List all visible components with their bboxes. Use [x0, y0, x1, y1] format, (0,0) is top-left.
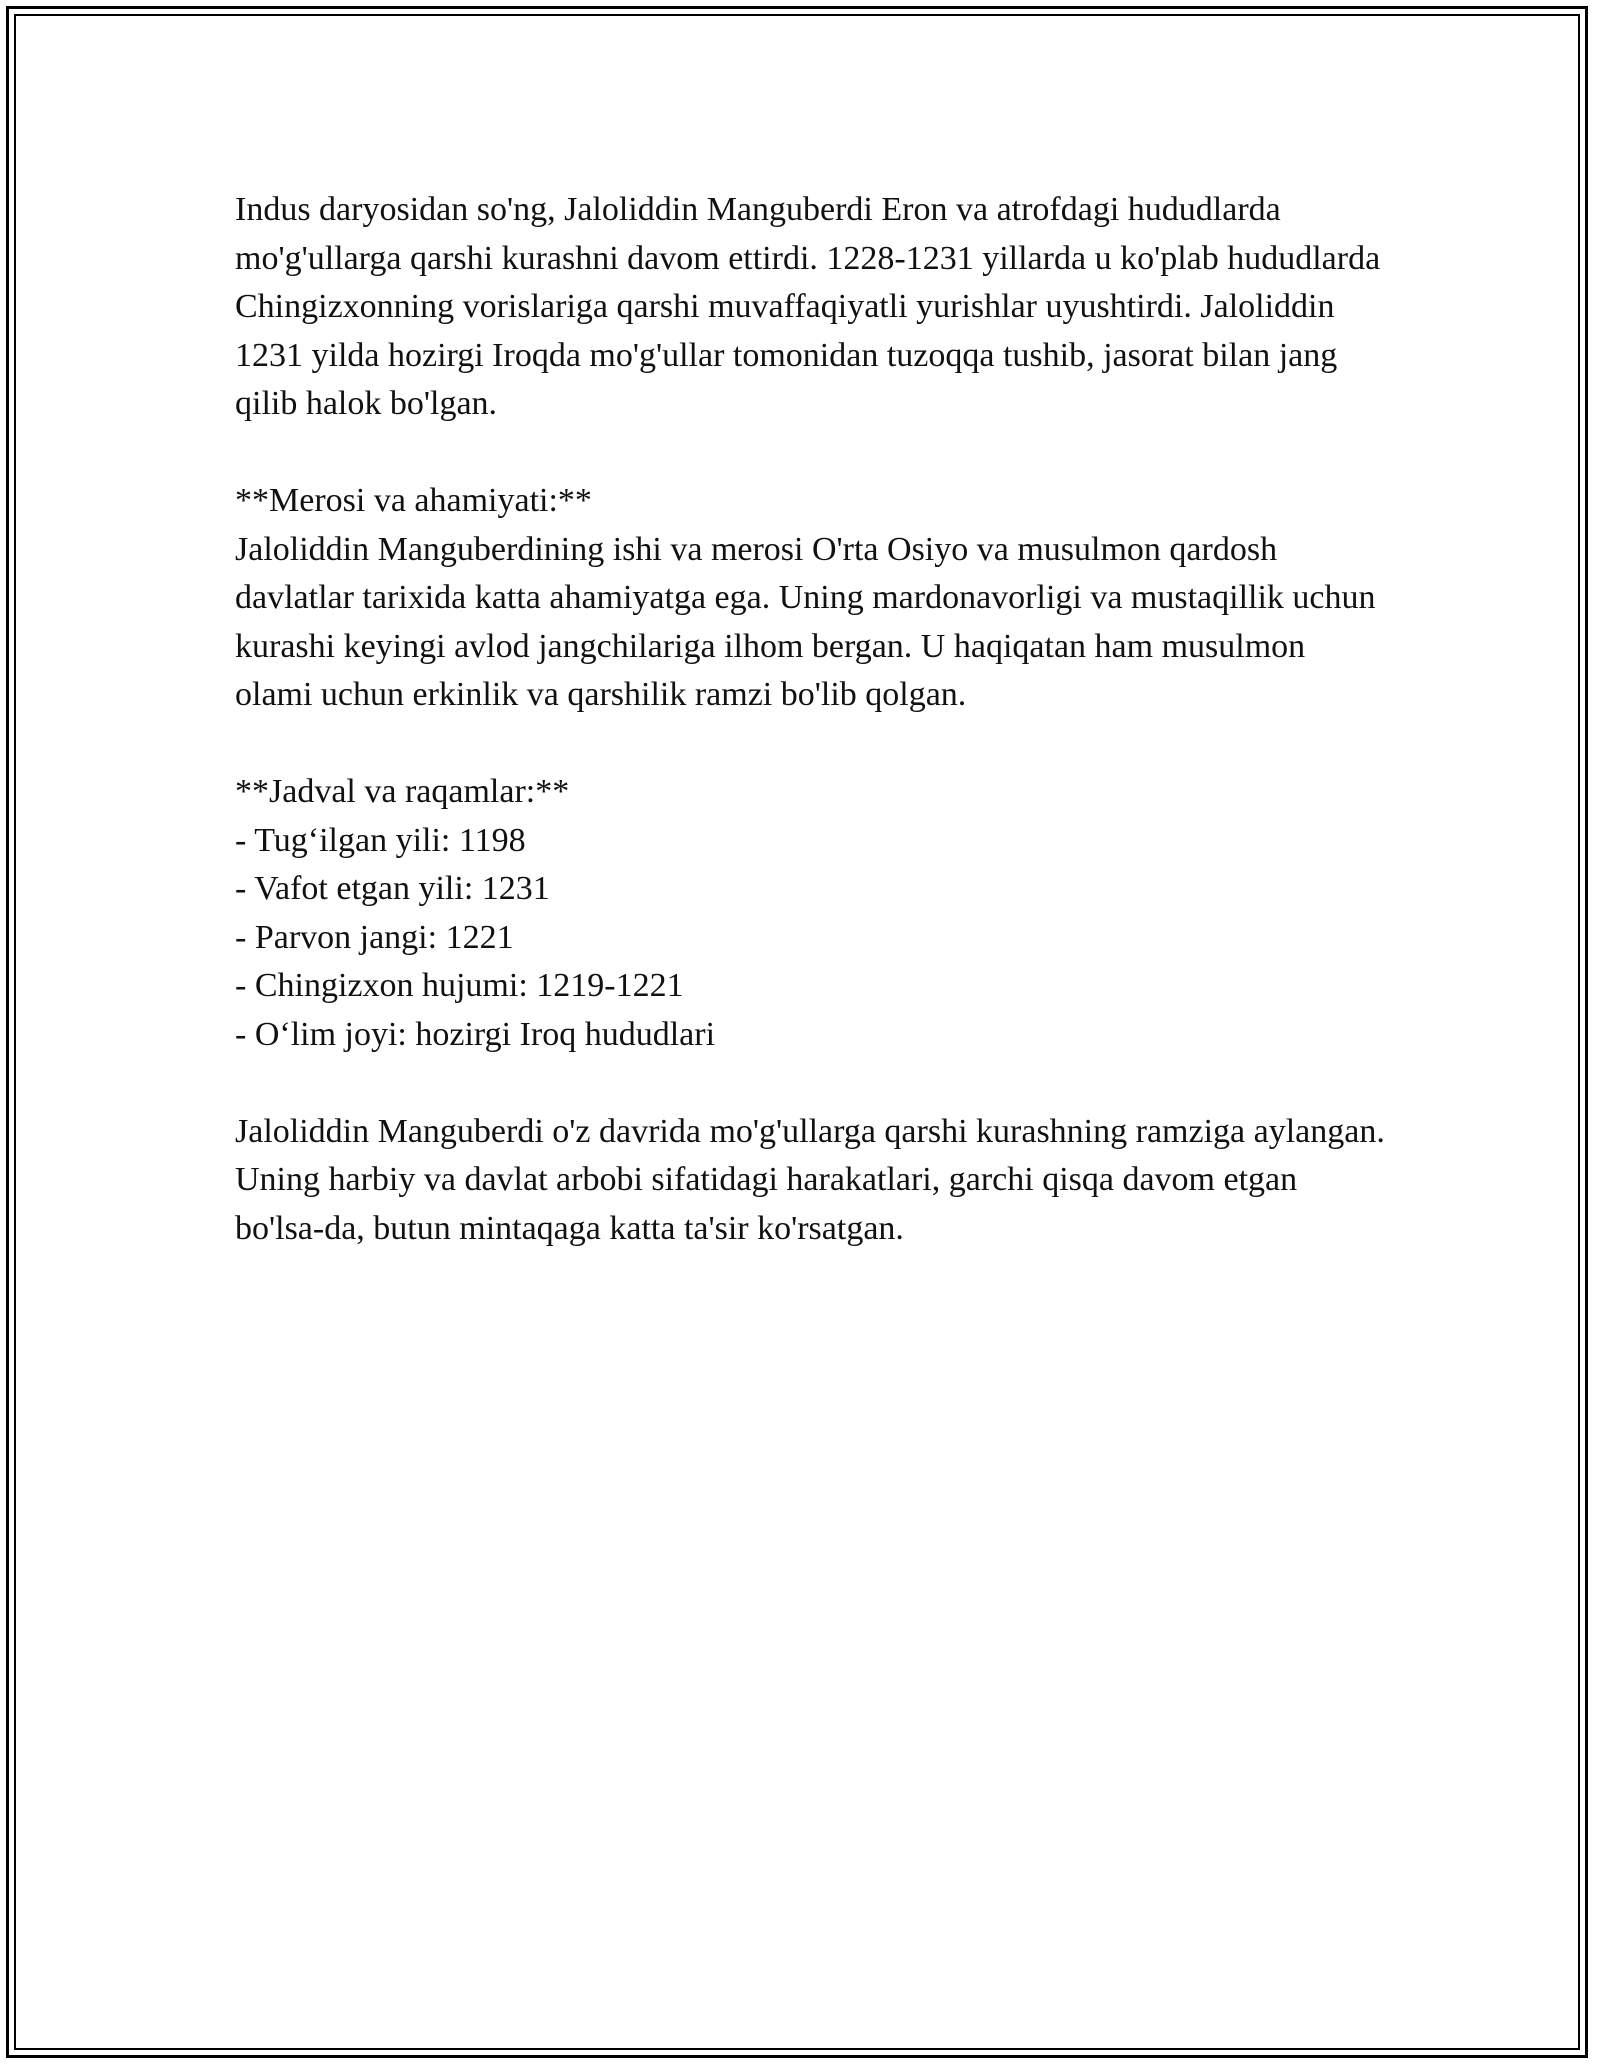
closing-paragraph: Jaloliddin Manguberdi o'z davrida mo'g'ullarga qarshi kurashning ramziga aylangan. Uning harbiy va davlat arbobi sifatidagi harakatlari, garchi qisqa davom etgan bo'lsa-da, butun mintaqaga katta ta'sir ko'rsatgan.: [235, 1112, 1385, 1247]
facts-list: [235, 817, 1385, 1060]
list-item: - Vafot etgan yili: 1231: [235, 870, 550, 907]
list-item: - Tug‘ilgan yili: 1198: [235, 821, 526, 859]
legacy-heading: **Merosi va ahamiyati:**: [235, 482, 592, 519]
legacy-paragraph: Jaloliddin Manguberdining ishi va merosi O'rta Osiyo va musulmon qardosh davlatlar tarixida katta ahamiyatga ega. Uning mardonavorligi va mustaqillik uchun kurashi keyingi avlod jangchilariga ilhom bergan. U haqiqatan ham musulmon olami uchun erkinlik va qarshilik ramzi bo'lib qolgan.: [235, 530, 1376, 713]
list-item: - Chingizxon hujumi: 1219-1221: [235, 967, 684, 1004]
intro-paragraph: Indus daryosidan so'ng, Jaloliddin Manguberdi Eron va atrofdagi hududlarda mo'g'ullarga qarshi kurashni davom ettirdi. 1228-1231 yillarda u ko'plab hududlarda Chingizxonning vorislariga qarshi muvaffaqiyatli yurishlar uyushtirdi. Jaloliddin 1231 yilda hozirgi Iroqda mo'g'ullar tomonidan tuzoqqa tushib, jasorat bilan jang qilib halok bo'lgan.: [235, 191, 1381, 422]
list-item: - O‘lim joyi: hozirgi Iroq hududlari: [235, 1015, 716, 1053]
list-item: - Parvon jangi: 1221: [235, 918, 514, 956]
document-body: [235, 186, 1385, 1302]
facts-heading: **Jadval va raqamlar:**: [235, 773, 570, 810]
